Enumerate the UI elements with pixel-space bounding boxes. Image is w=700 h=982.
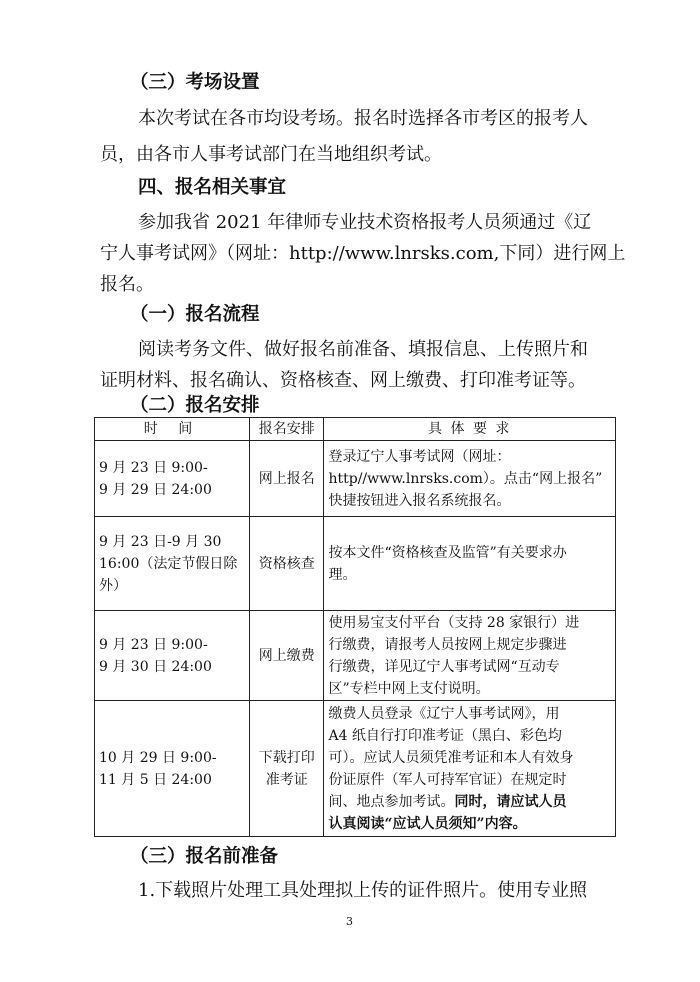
section-4-heading: 四、报名相关事宜 <box>138 177 287 198</box>
registration-schedule-table <box>94 417 616 837</box>
requirement-line: 行缴费，请报考人员按网上规定步骤进 <box>328 636 567 653</box>
subsection-2-heading: （二）报名安排 <box>130 395 260 416</box>
requirement-cell <box>324 611 616 701</box>
requirement-bold-line: 认真阅读“应试人员须知”内容。 <box>328 815 527 832</box>
time-line: 9 月 23 日 9:00- <box>99 636 208 653</box>
requirement-line: A4 纸自行打印准考证（黑白、彩色均 <box>328 727 562 744</box>
page-number: 3 <box>346 915 353 928</box>
requirement-line: 可）。应试人员须凭准考证和本人有效身 <box>328 749 574 766</box>
arrangement-cell <box>250 701 324 837</box>
time-line: 10 月 29 日 9:00- <box>99 749 217 766</box>
header-arrangement: 报名安排 <box>250 418 324 441</box>
requirement-text: 间、地点参加考试。 <box>328 793 455 810</box>
subsection-1-paragraph-line-1: 阅读考务文件、做好报名前准备、填报信息、上传照片和 <box>138 339 588 360</box>
table-row <box>95 611 616 701</box>
requirement-cell <box>324 517 616 611</box>
time-line: 9 月 30 日 24:00 <box>99 658 212 675</box>
requirement-line: 使用易宝支付平台（支持 28 家银行）进 <box>328 614 580 631</box>
section-3-heading: （三）考场设置 <box>130 72 260 93</box>
requirement-line: http//www.lnrsks.com）。点击“网上报名” <box>328 470 603 487</box>
requirement-line <box>328 791 611 813</box>
requirement-line: 缴费人员登录《辽宁人事考试网》，用 <box>328 705 560 722</box>
requirement-line: 份证原件（军人可持军官证）在规定时 <box>328 771 567 788</box>
time-line: 外） <box>99 577 127 594</box>
requirement-line: 按本文件“资格核查及监管”有关要求办 <box>328 544 567 561</box>
arrangement-cell <box>250 441 324 517</box>
time-line: 9 月 29 日 24:00 <box>99 481 212 498</box>
section-3-paragraph-line-2: 员，由各市人事考试部门在当地组织考试。 <box>100 144 442 165</box>
table-header-row <box>95 418 616 441</box>
requirement-cell <box>324 701 616 837</box>
subsection-3-paragraph-line-1: 1.下载照片处理工具处理拟上传的证件照片。使用专业照 <box>138 880 588 901</box>
requirement-line: 登录辽宁人事考试网（网址： <box>328 448 511 465</box>
arrangement-line: 下载打印 <box>258 749 315 766</box>
subsection-1-heading: （一）报名流程 <box>130 304 260 325</box>
arrangement-line: 准考证 <box>265 771 308 788</box>
requirement-line: 区”专栏中网上支付说明。 <box>328 680 490 697</box>
time-line: 9 月 23 日 9:00- <box>99 459 208 476</box>
subsection-3-heading: （三）报名前准备 <box>130 846 279 867</box>
time-line: 11 月 5 日 24:00 <box>99 771 212 788</box>
requirement-line: 理。 <box>328 566 357 583</box>
time-line: 16:00（法定节假日除 <box>99 555 238 572</box>
arrangement-cell <box>250 611 324 701</box>
section-4-paragraph-line-3: 报名。 <box>100 274 154 295</box>
section-4-paragraph-line-1: 参加我省 2021 年律师专业技术资格报考人员须通过《辽 <box>138 212 592 233</box>
arrangement-line: 资格核查 <box>258 555 315 572</box>
table-row <box>95 517 616 611</box>
requirement-bold-text: 同时，请应试人员 <box>454 793 567 810</box>
table-row <box>95 441 616 517</box>
section-3-paragraph-line-1: 本次考试在各市均设考场。报名时选择各市考区的报考人 <box>138 108 588 129</box>
arrangement-cell <box>250 517 324 611</box>
time-cell <box>95 517 250 611</box>
time-cell <box>95 611 250 701</box>
requirement-line: 行缴费，详见辽宁人事考试网“互动专 <box>328 658 560 675</box>
subsection-1-paragraph-line-2: 证明材料、报名确认、资格核查、网上缴费、打印准考证等。 <box>100 370 586 391</box>
table-row <box>95 701 616 837</box>
arrangement-line: 网上缴费 <box>258 647 315 664</box>
time-cell <box>95 441 250 517</box>
requirement-line: 快捷按钮进入报名系统报名。 <box>328 492 511 509</box>
header-requirement: 具 体 要 求 <box>324 418 616 441</box>
header-time: 时 间 <box>95 418 250 441</box>
arrangement-line: 网上报名 <box>258 470 315 487</box>
time-line: 9 月 23 日-9 月 30 <box>99 533 222 550</box>
section-4-paragraph-line-2: 宁人事考试网》（网址：http://www.lnrsks.com,下同）进行网上 <box>100 243 626 264</box>
time-cell <box>95 701 250 837</box>
requirement-cell <box>324 441 616 517</box>
